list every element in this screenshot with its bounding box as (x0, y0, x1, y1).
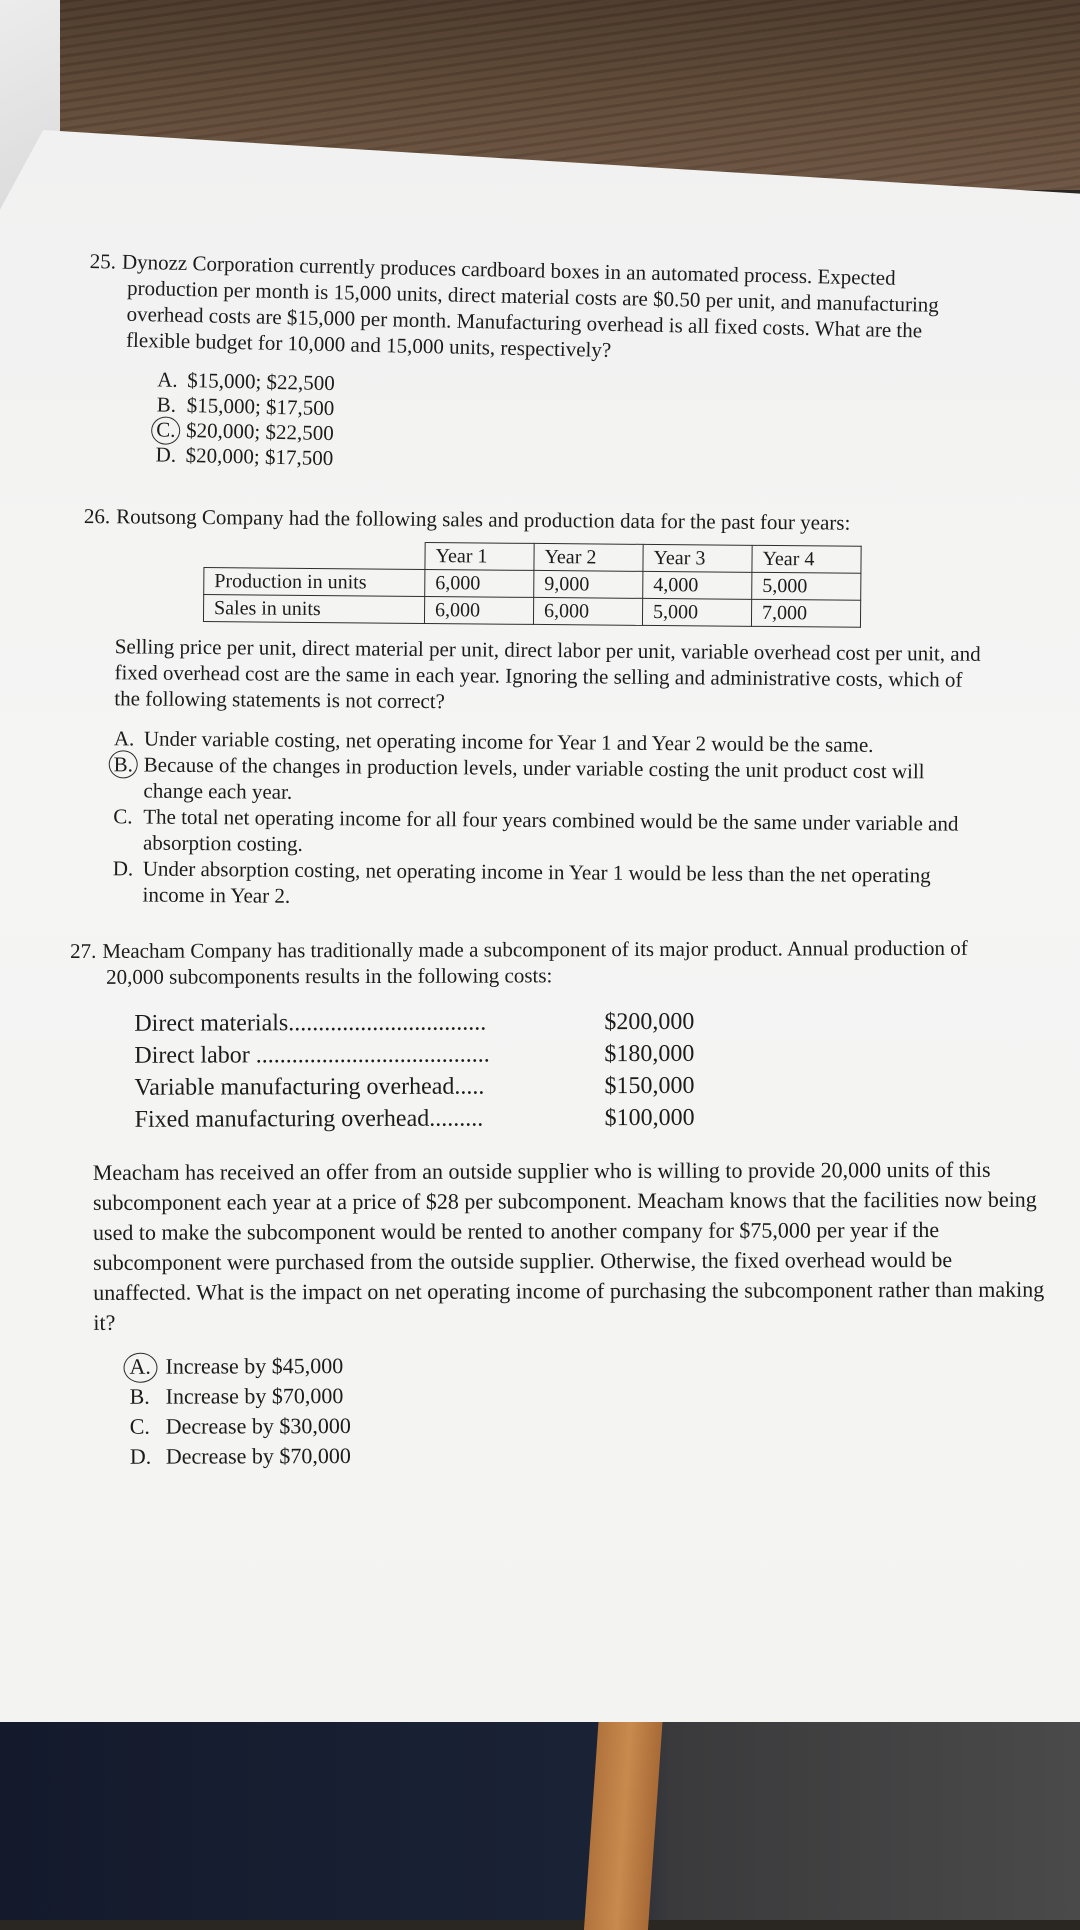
question-25-stem (88, 248, 960, 370)
table-corner-cell (204, 541, 425, 570)
option-letter: D. (129, 1443, 152, 1469)
question-26 (80, 503, 983, 915)
question-26-prompt: Selling price per unit, direct material per unit, direct labor per unit, variable overhead cost per unit, and fixed overhead cost are the same in each year. Ignoring the selling and administrative costs, which of the following statements is not correct? (114, 634, 981, 714)
table-cell: 7,000 (751, 599, 860, 627)
option-text: Decrease by $30,000 (165, 1413, 351, 1439)
cost-row (135, 1101, 1051, 1136)
cost-label: Direct labor ....................................... (134, 1041, 490, 1069)
option-letter: A. (113, 726, 135, 751)
option-text: Decrease by $70,000 (165, 1443, 351, 1469)
option-letter-circled: A. (129, 1352, 165, 1382)
cost-value: $150,000 (604, 1072, 695, 1100)
cost-row (134, 1037, 1050, 1072)
option-text: $20,000; $22,500 (185, 418, 335, 446)
row-label: Production in units (204, 568, 425, 597)
option-text: $20,000; $17,500 (185, 443, 334, 471)
table-cell: 4,000 (643, 571, 752, 599)
table-cell: 6,000 (424, 596, 533, 624)
column-header: Year 4 (752, 545, 861, 573)
option-letter: C. (113, 804, 133, 829)
cost-label: Fixed manufacturing overhead......... (134, 1105, 484, 1133)
row-label: Sales in units (203, 595, 424, 624)
table-cell: 5,000 (752, 572, 861, 600)
column-header: Year 3 (643, 544, 752, 572)
option-letter: D. (155, 442, 177, 467)
question-27-stem (70, 935, 1026, 990)
table-row (203, 595, 860, 628)
question-text: Dynozz Corporation currently produces cardboard boxes in an automated process. Expected production per month is 15,000 units, direct material costs are $0.50 per unit, and manufacturing overhead costs are $15,000 per month. Manufacturing overhead is all fixed costs. What are the flexible budget for 10,000 and 15,000 units, respectively? (121, 249, 940, 362)
table-cell: 6,000 (425, 569, 534, 597)
question-27-prompt: Meacham has received an offer from an outside supplier who is willing to provide 20,000 units of this subcomponent each year at a price of $28 per subcomponent. Meacham knows that the facilities now being used to make the subcomponent would be rented to another company for $75,000 per year if the subcomponent were purchased from the outside supplier. Otherwise, the fixed overhead would be unaffected. What is the impact on net operating income of purchasing the subcomponent rather than making it? (92, 1156, 1045, 1335)
answer-option-a[interactable] (129, 1349, 1051, 1382)
option-text: The total net operating income for all four years combined would be the same under variable and absorption costing. (142, 804, 959, 856)
question-text: Routsong Company had the following sales and production data for the past four years: (116, 504, 851, 535)
answer-options (112, 725, 982, 915)
answer-option-d[interactable] (112, 855, 980, 915)
column-header: Year 1 (425, 542, 534, 570)
cost-label: Direct materials................................. (134, 1009, 487, 1037)
cost-value: $100,000 (604, 1104, 695, 1132)
option-letter: B. (129, 1383, 150, 1409)
option-letter: D. (112, 856, 134, 881)
option-text: Under variable costing, net operating income for Year 1 and Year 2 would be the same. (143, 726, 874, 757)
answer-option-b[interactable] (113, 751, 981, 811)
option-letter-circled: B. (114, 751, 144, 777)
question-27 (70, 935, 1052, 1472)
answer-option-c[interactable] (113, 803, 981, 863)
question-26-stem (84, 503, 984, 537)
cost-table (134, 1005, 1050, 1136)
question-number: 25. (89, 248, 117, 274)
answer-options (129, 1349, 1051, 1472)
table-cell: 9,000 (534, 570, 643, 598)
question-text: Meacham Company has traditionally made a subcomponent of its major product. Annual production of 20,000 subcomponents results in the following costs: (102, 935, 968, 989)
option-letter: B. (156, 392, 177, 417)
option-text: Increase by $45,000 (165, 1353, 344, 1379)
option-letter: C. (129, 1413, 150, 1439)
cost-row (134, 1005, 1050, 1040)
answer-option-d[interactable] (130, 1439, 1052, 1472)
question-number: 26. (83, 503, 111, 529)
option-text: Because of the changes in production levels, under variable costing the unit product cost will change each year. (143, 752, 925, 804)
cost-value: $180,000 (604, 1040, 695, 1068)
table-cell: 6,000 (533, 597, 642, 625)
question-number: 27. (70, 938, 97, 963)
question-25 (85, 248, 959, 484)
answer-option-b[interactable] (130, 1379, 1052, 1412)
answer-option-c[interactable] (130, 1409, 1052, 1442)
table-cell: 5,000 (642, 598, 751, 626)
option-text: $15,000; $17,500 (186, 393, 335, 421)
cost-row (134, 1069, 1050, 1104)
cost-label: Variable manufacturing overhead..... (134, 1073, 485, 1101)
option-text: Increase by $70,000 (165, 1383, 344, 1409)
option-letter: A. (157, 367, 178, 392)
column-header: Year 2 (534, 543, 643, 571)
sales-production-table (203, 540, 862, 628)
cost-value: $200,000 (604, 1008, 695, 1036)
option-letter-circled: C. (156, 417, 187, 443)
option-text: $15,000; $22,500 (187, 368, 336, 396)
option-text: Under absorption costing, net operating income in Year 1 would be less than the net operating income in Year 2. (142, 856, 931, 908)
answer-options (155, 367, 957, 484)
